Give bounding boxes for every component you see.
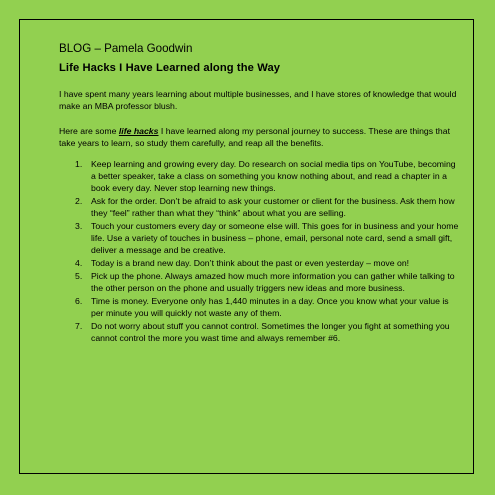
list-item-number: 7. <box>75 320 83 331</box>
list-item-number: 5. <box>75 270 83 281</box>
list-item-number: 4. <box>75 258 83 269</box>
blog-author-line: BLOG – Pamela Goodwin <box>59 42 193 55</box>
intro-paragraph: I have spent many years learning about multiple businesses, and I have stores of knowledge that would make an MBA professor blush. <box>59 89 457 112</box>
list-item-number: 2. <box>75 195 83 206</box>
lead-text-after: I have learned along my personal journey to success. These are things that take years to learn, so study them carefully, and reap all the benefits. <box>59 125 451 149</box>
list-item-text: Keep learning and growing every day. Do research on social media tips on YouTube, becoming a better speaker, take a class on something you know nothing about, and read a chapter in a book every day. Never stop learning new things. <box>91 158 456 194</box>
list-item-text: Pick up the phone. Always amazed how much more information you can gather while talking to the other person on the phone and usually triggers new ideas and more business. <box>91 270 455 294</box>
list-item <box>59 158 459 195</box>
list-item-text: Do not worry about stuff you cannot control. Sometimes the longer you fight at something you cannot control the more you wast time and always remember #6. <box>91 320 450 344</box>
list-item <box>59 270 459 294</box>
life-hacks-emphasis: life hacks <box>118 125 159 136</box>
list-item <box>59 195 459 219</box>
blog-document <box>59 42 459 345</box>
tips-list <box>59 158 459 345</box>
list-item-number: 3. <box>75 220 83 231</box>
list-item <box>59 320 459 344</box>
lead-text-before: Here are some <box>59 125 119 136</box>
list-item-text: Time is money. Everyone only has 1,440 minutes in a day. Once you know what your value is per minute you will quickly not waste any of them. <box>91 295 449 319</box>
page-title: Life Hacks I Have Learned along the Way <box>59 62 281 74</box>
list-item-number: 6. <box>75 295 83 306</box>
list-item <box>59 295 459 319</box>
list-item <box>59 220 459 257</box>
list-item-text: Ask for the order. Don’t be afraid to ask your customer or client for the business. Ask them how they “feel” rather than what they “think” about what you are selling. <box>91 195 455 219</box>
list-item-text: Touch your customers every day or someone else will. This goes for in business and your home life. Use a variety of touches in business – phone, email, personal note card, send a small gift, deliver a message and be creative. <box>91 220 459 256</box>
lead-paragraph <box>59 125 459 150</box>
list-item-text: Today is a brand new day. Don’t think about the past or even yesterday – move on! <box>91 258 410 269</box>
list-item <box>59 257 459 269</box>
list-item-number: 1. <box>75 158 83 169</box>
